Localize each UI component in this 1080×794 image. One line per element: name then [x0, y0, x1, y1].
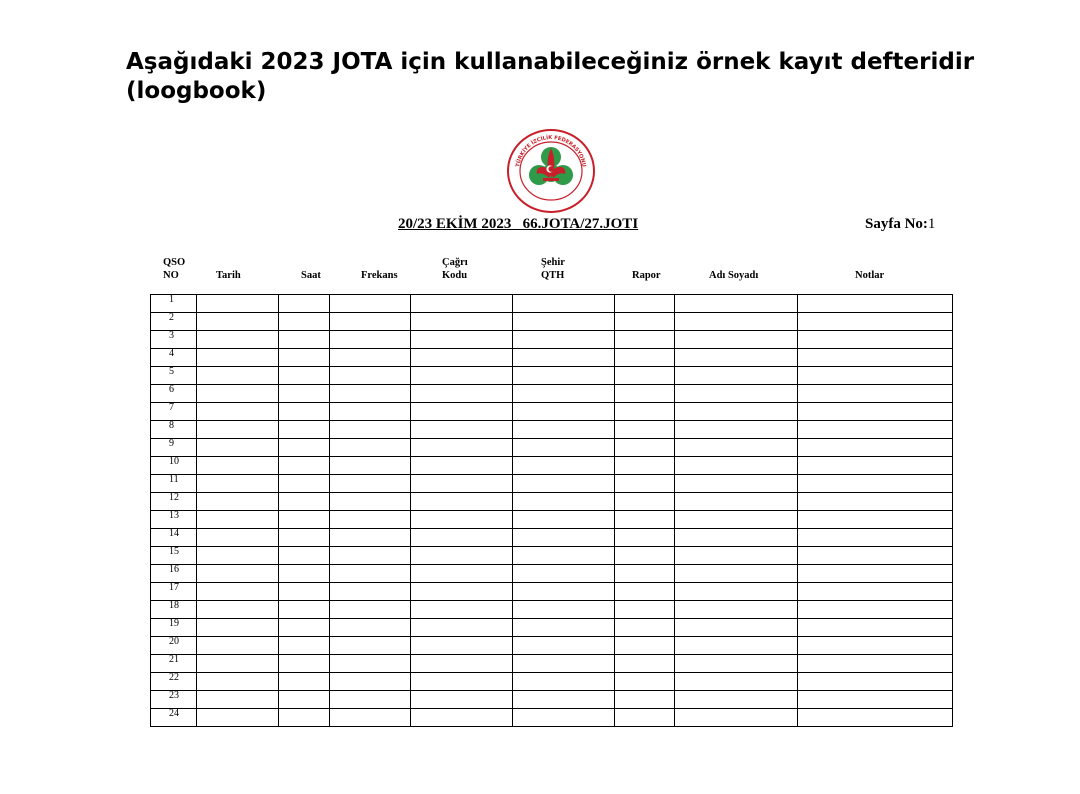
log-entry-cell[interactable]	[197, 313, 279, 331]
log-entry-cell[interactable]	[615, 349, 675, 367]
log-entry-cell[interactable]	[330, 421, 411, 439]
qso-number-cell: 5	[151, 367, 197, 385]
log-entry-cell[interactable]	[330, 367, 411, 385]
col-header-adi-soyadi: Adı Soyadı	[709, 270, 759, 281]
log-entry-cell[interactable]	[675, 493, 798, 511]
log-entry-cell[interactable]	[197, 511, 279, 529]
log-entry-cell[interactable]	[615, 421, 675, 439]
log-entry-cell[interactable]	[330, 331, 411, 349]
log-entry-cell[interactable]	[615, 367, 675, 385]
log-entry-cell[interactable]	[197, 655, 279, 673]
log-entry-cell[interactable]	[279, 385, 330, 403]
log-entry-cell[interactable]	[615, 601, 675, 619]
log-entry-cell[interactable]	[411, 349, 513, 367]
log-entry-cell[interactable]	[675, 367, 798, 385]
col-header-qso-no: QSO NO	[163, 257, 186, 281]
log-entry-cell[interactable]	[615, 547, 675, 565]
log-entry-cell[interactable]	[798, 475, 953, 493]
log-entry-cell[interactable]	[279, 583, 330, 601]
log-entry-cell[interactable]	[197, 583, 279, 601]
log-entry-cell[interactable]	[513, 709, 615, 727]
log-entry-cell[interactable]	[330, 655, 411, 673]
log-entry-cell[interactable]	[513, 583, 615, 601]
log-entry-cell[interactable]	[197, 529, 279, 547]
log-entry-cell[interactable]	[411, 421, 513, 439]
table-row	[151, 439, 953, 457]
log-entry-cell[interactable]	[798, 403, 953, 421]
table-row	[151, 529, 953, 547]
log-entry-cell[interactable]	[411, 565, 513, 583]
log-entry-cell[interactable]	[675, 511, 798, 529]
table-row	[151, 601, 953, 619]
table-row	[151, 511, 953, 529]
log-entry-cell[interactable]	[675, 637, 798, 655]
log-entry-cell[interactable]	[675, 331, 798, 349]
log-entry-cell[interactable]	[513, 295, 615, 313]
table-row	[151, 565, 953, 583]
log-entry-cell[interactable]	[197, 493, 279, 511]
log-entry-cell[interactable]	[513, 529, 615, 547]
qso-number-cell: 2	[151, 313, 197, 331]
log-entry-cell[interactable]	[615, 331, 675, 349]
qso-number-cell: 1	[151, 295, 197, 313]
qso-number-cell: 11	[151, 475, 197, 493]
log-entry-cell[interactable]	[798, 547, 953, 565]
log-entry-cell[interactable]	[330, 295, 411, 313]
table-row	[151, 637, 953, 655]
qso-number-cell: 18	[151, 601, 197, 619]
log-entry-cell[interactable]	[675, 439, 798, 457]
log-entry-cell[interactable]	[411, 709, 513, 727]
qso-number-cell: 17	[151, 583, 197, 601]
log-entry-cell[interactable]	[675, 457, 798, 475]
log-entry-cell[interactable]	[197, 673, 279, 691]
log-entry-cell[interactable]	[798, 565, 953, 583]
log-entry-cell[interactable]	[279, 349, 330, 367]
log-entry-cell[interactable]	[615, 583, 675, 601]
log-entry-cell[interactable]	[615, 529, 675, 547]
log-entry-cell[interactable]	[615, 493, 675, 511]
table-row	[151, 421, 953, 439]
log-entry-cell[interactable]	[798, 601, 953, 619]
table-row	[151, 583, 953, 601]
log-entry-cell[interactable]	[330, 403, 411, 421]
table-row	[151, 655, 953, 673]
log-entry-cell[interactable]	[279, 637, 330, 655]
log-entry-cell[interactable]	[411, 637, 513, 655]
log-entry-cell[interactable]	[279, 565, 330, 583]
table-row	[151, 673, 953, 691]
log-entry-cell[interactable]	[330, 349, 411, 367]
log-entry-cell[interactable]	[675, 655, 798, 673]
qso-number-cell: 4	[151, 349, 197, 367]
log-entry-cell[interactable]	[513, 403, 615, 421]
log-entry-cell[interactable]	[197, 709, 279, 727]
log-entry-cell[interactable]	[675, 673, 798, 691]
log-table-body	[151, 295, 953, 727]
col-header-tarih: Tarih	[216, 270, 241, 281]
log-entry-cell[interactable]	[675, 403, 798, 421]
log-entry-cell[interactable]	[411, 547, 513, 565]
log-entry-cell[interactable]	[411, 691, 513, 709]
log-entry-cell[interactable]	[798, 457, 953, 475]
log-entry-cell[interactable]	[675, 709, 798, 727]
log-entry-cell[interactable]	[197, 547, 279, 565]
col-header-rapor: Rapor	[632, 270, 661, 281]
page-number	[865, 216, 935, 233]
log-entry-cell[interactable]	[513, 313, 615, 331]
log-entry-cell[interactable]	[798, 637, 953, 655]
log-entry-cell[interactable]	[279, 457, 330, 475]
log-entry-cell[interactable]	[279, 313, 330, 331]
log-entry-cell[interactable]	[675, 547, 798, 565]
log-entry-cell[interactable]	[675, 691, 798, 709]
table-row	[151, 619, 953, 637]
log-entry-cell[interactable]	[675, 349, 798, 367]
log-entry-cell[interactable]	[615, 439, 675, 457]
log-entry-cell[interactable]	[798, 421, 953, 439]
log-entry-cell[interactable]	[411, 403, 513, 421]
log-entry-cell[interactable]	[513, 385, 615, 403]
qso-number-cell: 3	[151, 331, 197, 349]
log-entry-cell[interactable]	[513, 637, 615, 655]
qso-number-cell: 12	[151, 493, 197, 511]
log-entry-cell[interactable]	[513, 655, 615, 673]
table-row	[151, 331, 953, 349]
log-entry-cell[interactable]	[513, 439, 615, 457]
log-entry-cell[interactable]	[615, 475, 675, 493]
log-entry-cell[interactable]	[279, 421, 330, 439]
log-entry-cell[interactable]	[330, 511, 411, 529]
log-entry-cell[interactable]	[798, 655, 953, 673]
log-entry-cell[interactable]	[197, 601, 279, 619]
col-header-frekans: Frekans	[361, 270, 398, 281]
log-entry-cell[interactable]	[798, 619, 953, 637]
log-entry-cell[interactable]	[279, 655, 330, 673]
log-entry-cell[interactable]	[411, 511, 513, 529]
log-entry-cell[interactable]	[330, 637, 411, 655]
log-entry-cell[interactable]	[330, 619, 411, 637]
log-entry-cell[interactable]	[798, 583, 953, 601]
log-entry-cell[interactable]	[411, 601, 513, 619]
log-entry-cell[interactable]	[798, 529, 953, 547]
log-entry-cell[interactable]	[798, 295, 953, 313]
logo-ring-text: TÜRKİYE İZCİLİK FEDERASYONU	[515, 134, 587, 168]
log-entry-cell[interactable]	[798, 439, 953, 457]
qso-number-cell: 20	[151, 637, 197, 655]
table-row	[151, 457, 953, 475]
log-entry-cell[interactable]	[411, 583, 513, 601]
log-entry-cell[interactable]	[411, 295, 513, 313]
log-entry-cell[interactable]	[197, 637, 279, 655]
log-entry-cell[interactable]	[197, 691, 279, 709]
log-entry-cell[interactable]	[615, 655, 675, 673]
log-entry-cell[interactable]	[411, 475, 513, 493]
table-row	[151, 547, 953, 565]
page-number-value: 1	[927, 216, 936, 232]
qso-number-cell: 23	[151, 691, 197, 709]
log-entry-cell[interactable]	[197, 439, 279, 457]
log-entry-cell[interactable]	[513, 367, 615, 385]
log-entry-cell[interactable]	[330, 493, 411, 511]
table-row	[151, 709, 953, 727]
log-entry-cell[interactable]	[197, 421, 279, 439]
log-entry-cell[interactable]	[798, 511, 953, 529]
log-entry-cell[interactable]	[675, 385, 798, 403]
table-row	[151, 403, 953, 421]
log-entry-cell[interactable]	[197, 331, 279, 349]
log-entry-cell[interactable]	[197, 403, 279, 421]
log-entry-cell[interactable]	[279, 673, 330, 691]
log-entry-cell[interactable]	[411, 673, 513, 691]
log-entry-cell[interactable]	[279, 511, 330, 529]
log-entry-cell[interactable]	[279, 619, 330, 637]
log-entry-cell[interactable]	[279, 367, 330, 385]
log-entry-cell[interactable]	[411, 385, 513, 403]
qso-number-cell: 7	[151, 403, 197, 421]
log-entry-cell[interactable]	[197, 295, 279, 313]
table-row	[151, 385, 953, 403]
log-entry-cell[interactable]	[330, 673, 411, 691]
log-entry-cell[interactable]	[798, 331, 953, 349]
table-row	[151, 475, 953, 493]
log-entry-cell[interactable]	[330, 529, 411, 547]
log-entry-cell[interactable]	[197, 619, 279, 637]
log-entry-cell[interactable]	[330, 385, 411, 403]
log-entry-cell[interactable]	[675, 529, 798, 547]
qso-number-cell: 6	[151, 385, 197, 403]
col-header-cagri-kodu: Çağrı Kodu	[442, 257, 468, 281]
table-row	[151, 493, 953, 511]
log-entry-cell[interactable]	[330, 565, 411, 583]
log-entry-cell[interactable]	[279, 439, 330, 457]
log-entry-cell[interactable]	[330, 439, 411, 457]
log-entry-cell[interactable]	[675, 565, 798, 583]
log-entry-cell[interactable]	[675, 295, 798, 313]
log-entry-cell[interactable]	[615, 691, 675, 709]
log-entry-cell[interactable]	[798, 691, 953, 709]
qso-number-cell: 9	[151, 439, 197, 457]
log-entry-cell[interactable]	[513, 691, 615, 709]
table-row	[151, 295, 953, 313]
log-entry-cell[interactable]	[675, 619, 798, 637]
log-entry-cell[interactable]	[675, 313, 798, 331]
log-entry-cell[interactable]	[279, 529, 330, 547]
log-entry-cell[interactable]	[197, 565, 279, 583]
log-entry-cell[interactable]	[675, 475, 798, 493]
log-entry-cell[interactable]	[330, 691, 411, 709]
qso-number-cell: 24	[151, 709, 197, 727]
log-entry-cell[interactable]	[513, 619, 615, 637]
log-entry-cell[interactable]	[798, 709, 953, 727]
page-heading: Aşağıdaki 2023 JOTA için kullanabileceğiniz örnek kayıt defteridir (loogbook)	[126, 49, 975, 104]
log-entry-cell[interactable]	[615, 313, 675, 331]
log-entry-cell[interactable]	[798, 385, 953, 403]
log-entry-cell[interactable]	[615, 619, 675, 637]
log-entry-cell[interactable]	[615, 457, 675, 475]
log-entry-cell[interactable]	[279, 691, 330, 709]
log-entry-cell[interactable]	[675, 583, 798, 601]
log-entry-cell[interactable]	[279, 403, 330, 421]
log-entry-cell[interactable]	[330, 709, 411, 727]
log-entry-cell[interactable]	[411, 529, 513, 547]
qso-number-cell: 8	[151, 421, 197, 439]
page-number-label: Sayfa No:	[865, 216, 928, 232]
log-entry-cell[interactable]	[411, 619, 513, 637]
qso-number-cell: 13	[151, 511, 197, 529]
col-header-notlar: Notlar	[855, 270, 885, 281]
log-entry-cell[interactable]	[615, 637, 675, 655]
qso-number-cell: 22	[151, 673, 197, 691]
log-entry-cell[interactable]	[675, 601, 798, 619]
qso-number-cell: 14	[151, 529, 197, 547]
log-entry-cell[interactable]	[513, 475, 615, 493]
log-table	[150, 294, 953, 727]
log-entry-cell[interactable]	[330, 583, 411, 601]
log-entry-cell[interactable]	[411, 367, 513, 385]
log-entry-cell[interactable]	[675, 421, 798, 439]
log-entry-cell[interactable]	[615, 709, 675, 727]
table-row	[151, 367, 953, 385]
qso-number-cell: 16	[151, 565, 197, 583]
qso-number-cell: 10	[151, 457, 197, 475]
log-entry-cell[interactable]	[197, 349, 279, 367]
log-entry-cell[interactable]	[513, 601, 615, 619]
log-entry-cell[interactable]	[615, 403, 675, 421]
log-entry-cell[interactable]	[411, 439, 513, 457]
table-row	[151, 691, 953, 709]
log-entry-cell[interactable]	[513, 493, 615, 511]
log-entry-cell[interactable]	[615, 511, 675, 529]
col-header-saat: Saat	[301, 270, 321, 281]
log-entry-cell[interactable]	[279, 331, 330, 349]
log-entry-cell[interactable]	[513, 457, 615, 475]
log-entry-cell[interactable]	[615, 565, 675, 583]
log-entry-cell[interactable]	[279, 475, 330, 493]
log-entry-cell[interactable]	[279, 547, 330, 565]
log-entry-cell[interactable]	[330, 313, 411, 331]
log-entry-cell[interactable]	[513, 511, 615, 529]
log-entry-cell[interactable]	[197, 367, 279, 385]
log-entry-cell[interactable]	[197, 475, 279, 493]
log-entry-cell[interactable]	[330, 457, 411, 475]
log-entry-cell[interactable]	[798, 349, 953, 367]
col-header-sehir-qth: Şehir QTH	[541, 257, 565, 281]
log-entry-cell[interactable]	[330, 547, 411, 565]
log-entry-cell[interactable]	[279, 709, 330, 727]
qso-number-cell: 21	[151, 655, 197, 673]
log-entry-cell[interactable]	[411, 457, 513, 475]
table-row	[151, 313, 953, 331]
log-entry-cell[interactable]	[615, 295, 675, 313]
log-entry-cell[interactable]	[615, 673, 675, 691]
log-entry-cell[interactable]	[411, 493, 513, 511]
log-entry-cell[interactable]	[513, 421, 615, 439]
log-entry-cell[interactable]	[798, 313, 953, 331]
log-entry-cell[interactable]	[798, 493, 953, 511]
log-entry-cell[interactable]	[330, 475, 411, 493]
log-entry-cell[interactable]	[197, 385, 279, 403]
log-entry-cell[interactable]	[411, 331, 513, 349]
log-entry-cell[interactable]	[411, 655, 513, 673]
log-entry-cell[interactable]	[798, 673, 953, 691]
event-title: 20/23 EKİM 2023 66.JOTA/27.JOTI	[398, 216, 639, 232]
log-entry-cell[interactable]	[513, 565, 615, 583]
qso-number-cell: 15	[151, 547, 197, 565]
log-entry-cell[interactable]	[513, 331, 615, 349]
log-entry-cell[interactable]	[411, 313, 513, 331]
log-entry-cell[interactable]	[330, 601, 411, 619]
log-entry-cell[interactable]	[798, 367, 953, 385]
log-entry-cell[interactable]	[513, 673, 615, 691]
log-entry-cell[interactable]	[513, 547, 615, 565]
qso-number-cell: 19	[151, 619, 197, 637]
log-entry-cell[interactable]	[513, 349, 615, 367]
log-entry-cell[interactable]	[279, 493, 330, 511]
log-entry-cell[interactable]	[279, 601, 330, 619]
log-entry-cell[interactable]	[279, 295, 330, 313]
log-entry-cell[interactable]	[615, 385, 675, 403]
federation-logo	[505, 128, 597, 214]
table-row	[151, 349, 953, 367]
log-entry-cell[interactable]	[197, 457, 279, 475]
